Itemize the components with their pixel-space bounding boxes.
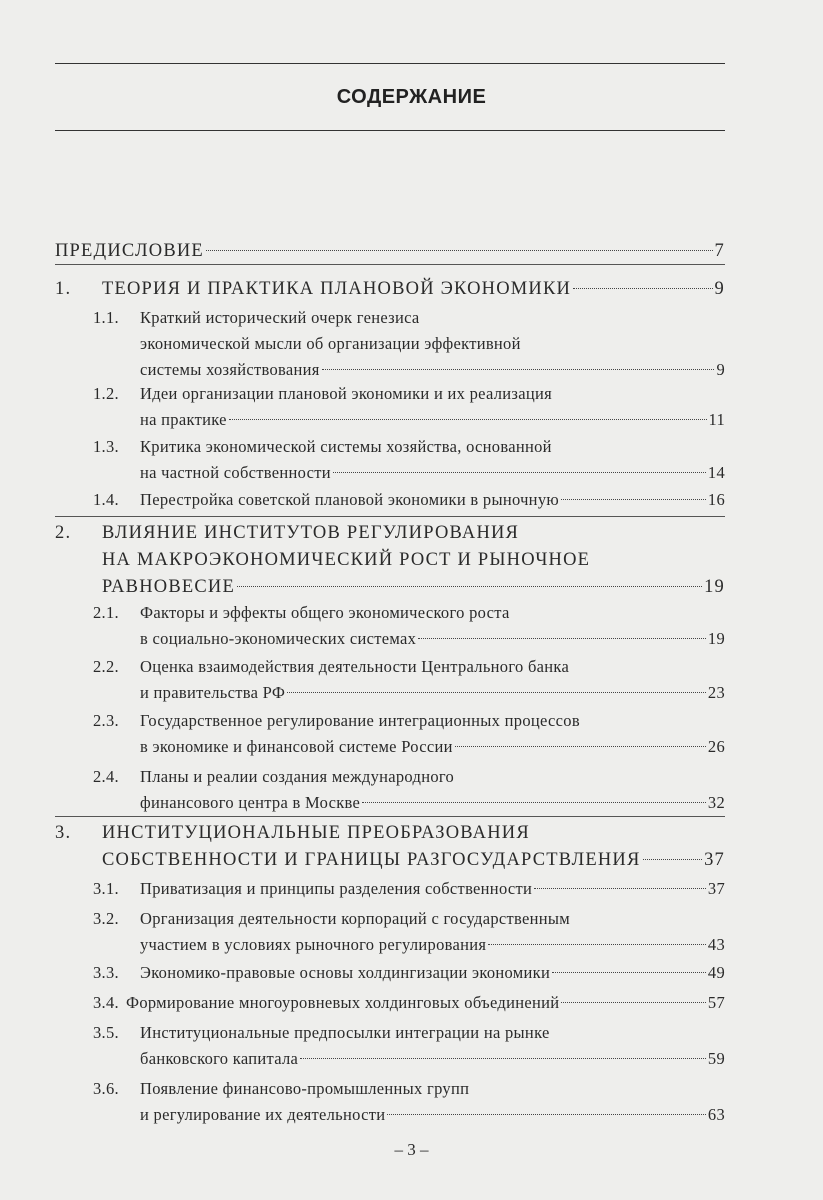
toc-entry-page: 43: [707, 935, 725, 954]
toc-entry-page: 49: [707, 963, 725, 982]
toc-entry-title: Факторы и эффекты общего экономического роста: [140, 603, 510, 622]
toc-entry-number: 3.1.: [93, 879, 119, 898]
toc-entry-number: 2.2.: [93, 657, 119, 676]
toc-entry-number: 3.5.: [93, 1023, 119, 1042]
toc-entry-page: 63: [707, 1105, 725, 1124]
toc-entry-number: 3.2.: [93, 909, 119, 928]
toc-entry-title: Организация деятельности корпораций с государственным: [140, 909, 571, 928]
toc-entry[interactable]: [93, 434, 725, 486]
toc-entry-title: на практике: [140, 410, 227, 429]
toc-entry[interactable]: [93, 990, 725, 1016]
toc-entry-title: Планы и реалии создания международного: [140, 767, 455, 786]
toc-entry-page: 59: [707, 1049, 725, 1068]
toc-entry-line: [55, 820, 725, 847]
toc-entry-page: 19: [704, 577, 725, 597]
toc-entry-line: [93, 434, 725, 460]
toc-entry-page: 7: [714, 241, 725, 261]
dot-leader: [561, 499, 706, 500]
toc-entry[interactable]: [93, 906, 725, 958]
toc-entry-title: Появление финансово-промышленных групп: [140, 1079, 470, 1098]
title-rule: [55, 130, 725, 131]
toc-entry-line: [55, 847, 725, 874]
toc-entry-title: ПРЕДИСЛОВИЕ: [55, 241, 204, 261]
toc-entry-line: [93, 1046, 725, 1072]
toc-entry-page: 23: [707, 683, 725, 702]
dot-leader: [561, 1002, 706, 1003]
toc-entry-number: 2.4.: [93, 767, 119, 786]
toc-entry-line: [93, 600, 725, 626]
toc-entry-line: [93, 626, 725, 652]
toc-entry[interactable]: [93, 487, 725, 513]
toc-entry[interactable]: [93, 764, 725, 816]
toc-entry[interactable]: [93, 654, 725, 706]
toc-entry-line: [93, 1020, 725, 1046]
toc-entry-title: Формирование многоуровневых холдинговых объединений: [126, 993, 560, 1012]
toc-entry-title: Критика экономической системы хозяйства, основанной: [140, 437, 552, 456]
dot-leader: [287, 692, 706, 693]
toc-entry-page: 57: [707, 993, 725, 1012]
toc-entry-number: 1.2.: [93, 384, 119, 403]
toc-entry[interactable]: [93, 876, 725, 902]
toc-entry-title: на частной собственности: [140, 463, 331, 482]
toc-entry-number: 3.4.: [93, 993, 119, 1012]
toc-entry-title: Государственное регулирование интеграционных процессов: [140, 711, 580, 730]
toc-entry-page: 19: [707, 629, 725, 648]
toc-entry-line: [93, 876, 725, 902]
toc-entry[interactable]: [55, 520, 725, 601]
toc-entry[interactable]: [55, 820, 725, 874]
toc-entry[interactable]: [93, 305, 725, 383]
toc-entry-line: [93, 790, 725, 816]
toc-entry-title: банковского капитала: [140, 1049, 299, 1068]
toc-entry-page: 9: [716, 360, 725, 379]
toc-entry-title: ТЕОРИЯ И ПРАКТИКА ПЛАНОВОЙ ЭКОНОМИКИ: [102, 279, 572, 299]
dot-leader: [206, 250, 713, 251]
toc-entry-number: 3.6.: [93, 1079, 119, 1098]
toc-entry-line: [93, 487, 725, 513]
toc-entry-line: [55, 574, 725, 601]
toc-entry-title: системы хозяйствования: [140, 360, 320, 379]
dot-leader: [322, 369, 715, 370]
toc-entry-title: Приватизация и принципы разделения собственности: [140, 879, 533, 898]
toc-entry[interactable]: [55, 276, 725, 303]
toc-entry-line: [93, 906, 725, 932]
dot-leader: [300, 1058, 706, 1059]
toc-entry-title: финансового центра в Москве: [140, 793, 361, 812]
toc-entry-title: в социально-экономических системах: [140, 629, 417, 648]
toc-entry-page: 11: [708, 410, 725, 429]
toc-entry-number: 2.3.: [93, 711, 119, 730]
dot-leader: [387, 1114, 706, 1115]
toc-entry-number: 3.3.: [93, 963, 119, 982]
toc-entry-line: [93, 1076, 725, 1102]
toc-entry-number: 1.3.: [93, 437, 119, 456]
toc-entry-line: [93, 734, 725, 760]
toc-entry[interactable]: [93, 1020, 725, 1072]
toc-entry-line: [93, 460, 725, 486]
toc-entry-number: 2.1.: [93, 603, 119, 622]
top-rule: [55, 63, 725, 64]
toc-entry-line: [93, 1102, 725, 1128]
toc-entry-number: 2.: [55, 523, 72, 543]
toc-entry-line: [93, 708, 725, 734]
dot-leader: [229, 419, 707, 420]
toc-entry-page: 37: [704, 850, 725, 870]
toc-entry-line: [55, 238, 725, 265]
toc-entry-line: [93, 357, 725, 383]
toc-entry-page: 26: [707, 737, 725, 756]
toc-entry-title: Краткий исторический очерк генезиса: [140, 308, 420, 327]
toc-entry-line: [93, 381, 725, 407]
toc-entry-page: 32: [707, 793, 725, 812]
toc-entry-number: 1.: [55, 279, 72, 299]
dot-leader: [552, 972, 706, 973]
toc-entry-title: участием в условиях рыночного регулирования: [140, 935, 487, 954]
toc-entry-title: НА МАКРОЭКОНОМИЧЕСКИЙ РОСТ И РЫНОЧНОЕ: [102, 550, 591, 570]
dot-leader: [237, 586, 702, 587]
dot-leader: [488, 944, 706, 945]
toc-entry-title: и регулирование их деятельности: [140, 1105, 386, 1124]
section-separator: [55, 516, 725, 517]
toc-entry-title: РАВНОВЕСИЕ: [102, 577, 235, 597]
toc-entry-title: и правительства РФ: [140, 683, 286, 702]
toc-entry-title: Перестройка советской плановой экономики в рыночную: [140, 490, 559, 509]
toc-entry-title: Институциональные предпосылки интеграции на рынке: [140, 1023, 550, 1042]
dot-leader: [643, 859, 703, 860]
toc-entry-page: 14: [707, 463, 725, 482]
toc-entry-line: [93, 331, 725, 357]
toc-entry-line: [55, 520, 725, 547]
toc-entry-number: 3.: [55, 823, 72, 843]
toc-entry-title: ВЛИЯНИЕ ИНСТИТУТОВ РЕГУЛИРОВАНИЯ: [102, 523, 520, 543]
dot-leader: [455, 746, 706, 747]
dot-leader: [573, 288, 712, 289]
toc-entry-line: [93, 764, 725, 790]
toc-entry[interactable]: [93, 960, 725, 986]
toc-entry-line: [93, 654, 725, 680]
toc-entry-line: [55, 547, 725, 574]
toc-entry-number: 1.4.: [93, 490, 119, 509]
toc-entry-line: [93, 305, 725, 331]
toc-entry-title: Идеи организации плановой экономики и их реализация: [140, 384, 553, 403]
dot-leader: [418, 638, 706, 639]
section-separator: [55, 264, 725, 265]
toc-entry-title: Экономико-правовые основы холдингизации экономики: [140, 963, 551, 982]
toc-entry-page: 16: [707, 490, 725, 509]
toc-entry[interactable]: [93, 708, 725, 760]
toc-entry-line: [93, 960, 725, 986]
toc-entry-title: ИНСТИТУЦИОНАЛЬНЫЕ ПРЕОБРАЗОВАНИЯ: [102, 823, 530, 843]
toc-entry-line: [55, 276, 725, 303]
toc-entry-page: 37: [707, 879, 725, 898]
page-title: СОДЕРЖАНИЕ: [336, 86, 487, 108]
toc-entry-title: в экономике и финансовой системе России: [140, 737, 453, 756]
section-separator: [55, 816, 725, 817]
dot-leader: [333, 472, 706, 473]
toc-entry-title: экономической мысли об организации эффективной: [140, 334, 521, 353]
toc-entry-line: [93, 990, 725, 1016]
toc-entry[interactable]: [55, 238, 725, 265]
dot-leader: [534, 888, 706, 889]
toc-entry-line: [93, 680, 725, 706]
dot-leader: [362, 802, 706, 803]
toc-entry-line: [93, 407, 725, 433]
toc-entry-page: 9: [714, 279, 725, 299]
page-number: – 3 –: [394, 1140, 429, 1159]
toc-entry[interactable]: [93, 1076, 725, 1128]
toc-entry[interactable]: [93, 381, 725, 433]
toc-entry-line: [93, 932, 725, 958]
toc-entry-title: Оценка взаимодействия деятельности Центрального банка: [140, 657, 570, 676]
toc-entry[interactable]: [93, 600, 725, 652]
toc-entry-number: 1.1.: [93, 308, 119, 327]
toc-entry-title: СОБСТВЕННОСТИ И ГРАНИЦЫ РАЗГОСУДАРСТВЛЕНИЯ: [102, 850, 641, 870]
